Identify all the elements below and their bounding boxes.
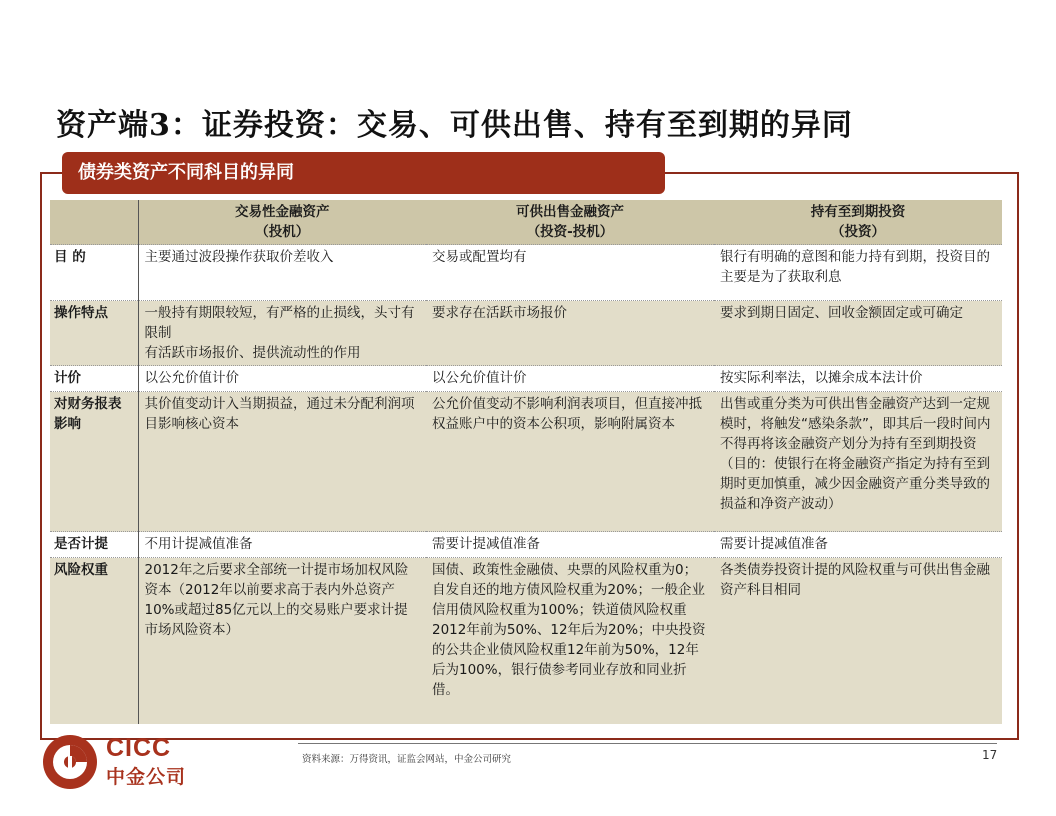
table-cell: 出售或重分类为可供出售金融资产达到一定规模时，将触发“感染条款”，即其后一段时间内不得再将该金融资产划分为持有至到期投资（目的：使银行在将金融资产指定为持有至到期时更加慎重，减少因金融资产重分类导致的损益和净资产波动） <box>714 392 1002 532</box>
table-cell: 银行有明确的意图和能力持有到期，投资目的主要是为了获取利息 <box>714 245 1002 301</box>
page-title: 资产端3：证券投资：交易、可供出售、持有至到期的异同 <box>56 108 853 143</box>
cicc-logo <box>42 734 202 790</box>
section-tab: 债券类资产不同科目的异同 <box>62 152 665 194</box>
row-label: 风险权重 <box>50 558 138 724</box>
table-row <box>50 301 1002 366</box>
table-cell: 需要计提减值准备 <box>426 532 714 558</box>
row-label: 目 的 <box>50 245 138 301</box>
table-cell: 要求到期日固定、回收金额固定或可确定 <box>714 301 1002 366</box>
header-main: 交易性金融资产 <box>235 204 330 220</box>
table-cell: 2012年之后要求全部统一计提市场加权风险资本（2012年以前要求高于表内外总资产10%或超过85亿元以上的交易账户要求计提市场风险资本） <box>138 558 426 724</box>
row-label: 是否计提 <box>50 532 138 558</box>
table-row <box>50 558 1002 724</box>
table-header-row <box>50 200 1002 245</box>
header-sub: （投资-投机） <box>526 224 614 240</box>
table-row <box>50 245 1002 301</box>
row-label: 操作特点 <box>50 301 138 366</box>
table-cell: 按实际利率法，以摊余成本法计价 <box>714 366 1002 392</box>
table-cell: 需要计提减值准备 <box>714 532 1002 558</box>
cicc-logo-mark-icon <box>42 734 98 790</box>
table-cell: 主要通过波段操作获取价差收入 <box>138 245 426 301</box>
table-row <box>50 532 1002 558</box>
table-cell: 一般持有期限较短，有严格的止损线，头寸有限制 有活跃市场报价、提供流动性的作用 <box>138 301 426 366</box>
header-sub: （投机） <box>255 224 310 240</box>
table-cell: 交易或配置均有 <box>426 245 714 301</box>
row-label: 计价 <box>50 366 138 392</box>
table-cell: 各类债券投资计提的风险权重与可供出售金融资产科目相同 <box>714 558 1002 724</box>
table-header-cell <box>50 200 138 245</box>
comparison-table <box>50 200 1002 724</box>
table-cell: 其价值变动计入当期损益，通过未分配利润项目影响核心资本 <box>138 392 426 532</box>
table-cell: 以公允价值计价 <box>138 366 426 392</box>
table-cell: 不用计提减值准备 <box>138 532 426 558</box>
table-row <box>50 366 1002 392</box>
header-main: 可供出售金融资产 <box>516 204 624 220</box>
table-header-cell <box>138 200 426 245</box>
header-main: 持有至到期投资 <box>810 204 906 220</box>
page-number: 17 <box>982 748 998 762</box>
row-label: 对财务报表影响 <box>50 392 138 532</box>
header-sub: （投资） <box>831 224 885 240</box>
footer-source: 资料来源：万得资讯，证监会网站，中金公司研究 <box>302 754 512 765</box>
table-header-cell <box>714 200 1002 245</box>
logo-text-cn: 中金公司 <box>106 766 187 788</box>
table-row <box>50 392 1002 532</box>
footer-divider <box>298 743 997 744</box>
table-header-cell <box>426 200 714 245</box>
table-cell: 要求存在活跃市场报价 <box>426 301 714 366</box>
table-cell: 公允价值变动不影响利润表项目，但直接冲抵权益账户中的资本公积项，影响附属资本 <box>426 392 714 532</box>
table-cell: 以公允价值计价 <box>426 366 714 392</box>
logo-text-en: CICC <box>106 734 172 762</box>
table-cell: 国债、政策性金融债、央票的风险权重为0；自发自还的地方债风险权重为20%；一般企业信用债风险权重为100%；铁道债风险权重2012年前为50%、12年后为20%；中央投资的公共企业债风险权重12年前为50%，12年后为100%，银行债参考同业存放和同业折借。 <box>426 558 714 724</box>
